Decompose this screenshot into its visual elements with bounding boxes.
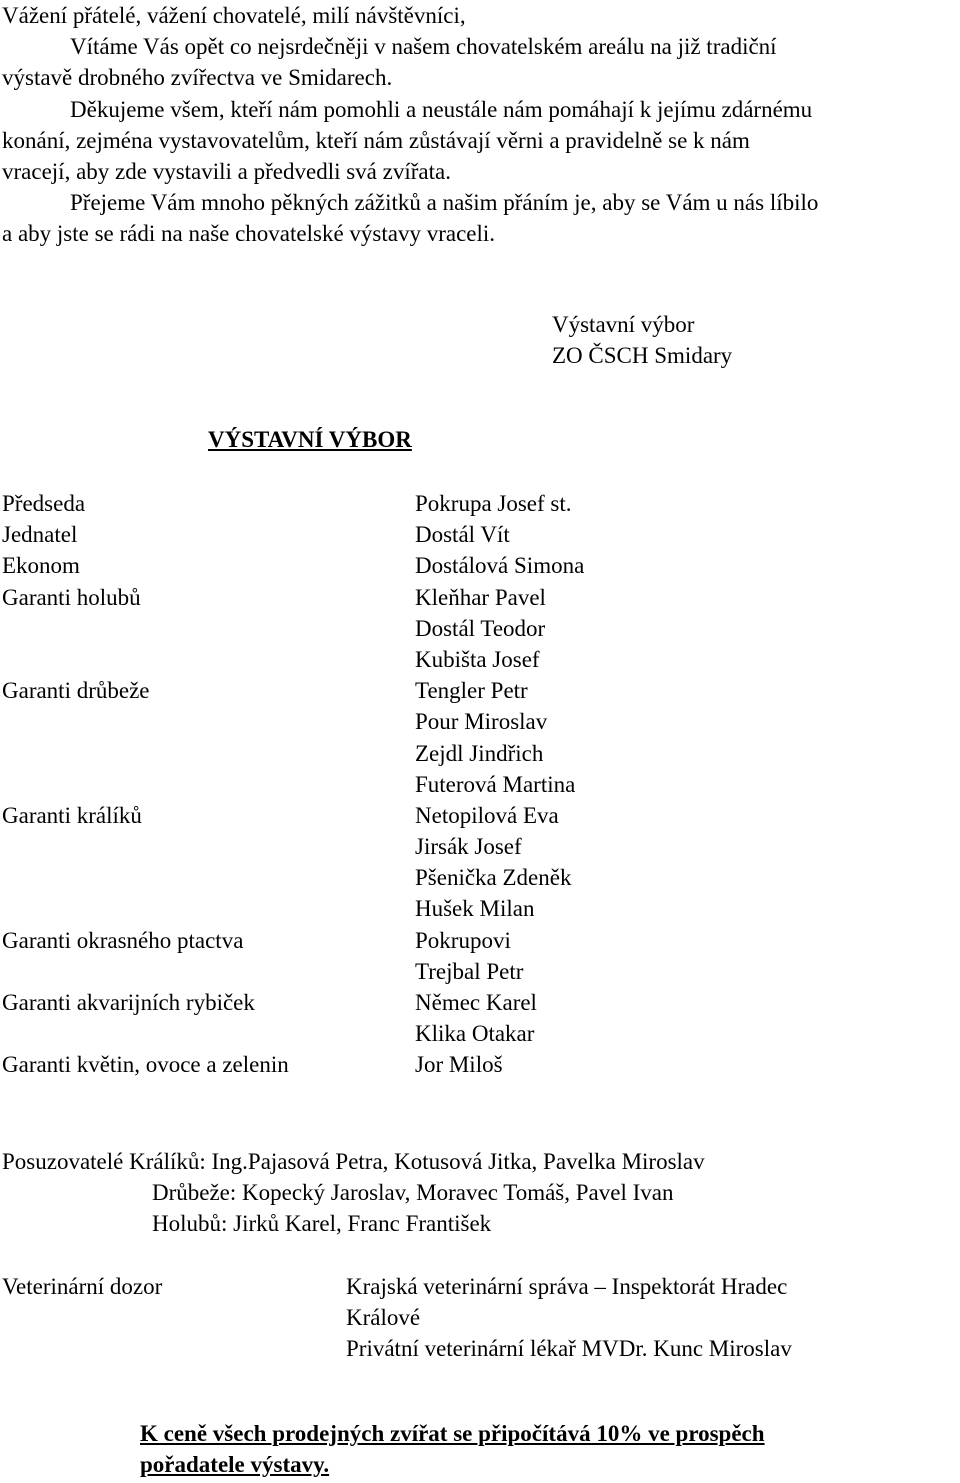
- committee-role: [2, 769, 289, 800]
- committee-role: Garanti akvarijních rybiček: [2, 990, 255, 1015]
- committee-member: Netopilová Eva: [415, 802, 559, 828]
- committee-member: Zejdl Jindřich: [415, 740, 544, 766]
- intro-line: Vítáme Vás opět co nejsrdečněji v našem chovatelském areálu na již tradiční: [70, 34, 777, 60]
- committee-member: Dostál Teodor: [415, 615, 546, 641]
- committee-role: Garanti květin, ovoce a zelenin: [2, 1052, 289, 1078]
- committee-member: Tengler Petr: [415, 678, 528, 704]
- vet-line: Králové: [346, 1305, 421, 1331]
- vet-line: Krajská veterinární správa – Inspektorát Hradec: [346, 1274, 788, 1299]
- committee-role: Jednatel: [2, 522, 78, 548]
- committee-member: Němec Karel: [415, 990, 537, 1015]
- committee-role: Garanti holubů: [2, 584, 141, 610]
- committee-member: Trejbal Petr: [415, 958, 524, 984]
- price-notice: [140, 1418, 765, 1480]
- committee-role: [2, 738, 289, 769]
- committee-member: Jor Miloš: [415, 1052, 503, 1078]
- committee-member: Klika Otakar: [415, 1021, 535, 1047]
- committee-role: [2, 1018, 289, 1049]
- committee-role: [2, 893, 289, 924]
- committee-member: Kleňhar Pavel: [415, 584, 546, 610]
- committee-role: Ekonom: [2, 553, 80, 579]
- committee-member: Dostálová Simona: [415, 553, 585, 579]
- committee-role: [2, 831, 289, 862]
- judges-rabbits: Posuzovatelé Králíků: Ing.Pajasová Petra, Kotusová Jitka, Pavelka Miroslav: [2, 1149, 705, 1174]
- committee-member: Pour Miroslav: [415, 709, 548, 735]
- committee-member: Dostál Vít: [415, 522, 510, 548]
- committee-member: Kubišta Josef: [415, 646, 540, 672]
- committee-member: Hušek Milan: [415, 896, 535, 922]
- notice-line: K ceně všech prodejných zvířat se připočítává 10% ve prospěch: [140, 1421, 765, 1446]
- committee-role: [2, 644, 289, 675]
- intro-line: Děkujeme všem, kteří nám pomohli a neustále nám pomáhají k jejímu zdárnému: [70, 96, 813, 122]
- vet-label: Veterinární dozor: [2, 1274, 163, 1299]
- committee-role: Garanti okrasného ptactva: [2, 927, 244, 953]
- committee-role: Garanti drůbeže: [2, 678, 150, 704]
- signature-line: Výstavní výbor: [552, 312, 695, 337]
- vet-line: Privátní veterinární lékař MVDr. Kunc Miroslav: [346, 1336, 792, 1362]
- signature: [552, 309, 732, 371]
- committee-role: [2, 706, 289, 737]
- intro-paragraph: [2, 0, 958, 250]
- committee-roles: [2, 488, 289, 1081]
- intro-line: Přejeme Vám mnoho pěkných zážitků a našim přáním je, aby se Vám u nás líbilo: [70, 190, 819, 216]
- committee-names: [415, 488, 584, 1081]
- committee-member: Pšenička Zdeněk: [415, 865, 572, 891]
- committee-member: Jirsák Josef: [415, 834, 522, 860]
- intro-line: výstavě drobného zvířectva ve Smidarech.: [2, 65, 393, 91]
- intro-line: vracejí, aby zde vystavili a předvedli svá zvířata.: [2, 159, 451, 185]
- vet-details: [346, 1271, 792, 1365]
- intro-line: konání, zejména vystavovatelům, kteří nám zůstávají věrni a pravidelně se k nám: [2, 127, 750, 153]
- committee-role: [2, 613, 289, 644]
- committee-role: [2, 862, 289, 893]
- committee-member: Pokrupa Josef st.: [415, 491, 572, 516]
- intro-line: a aby jste se rádi na naše chovatelské výstavy vraceli.: [2, 221, 496, 247]
- greeting: Vážení přátelé, vážení chovatelé, milí návštěvníci,: [2, 3, 466, 28]
- signature-line: ZO ČSCH Smidary: [552, 343, 733, 369]
- committee-member: Pokrupovi: [415, 927, 511, 953]
- committee-role: Předseda: [2, 491, 86, 516]
- committee-title: VÝSTAVNÍ VÝBOR: [208, 427, 412, 452]
- committee-role: Garanti králíků: [2, 802, 142, 828]
- judges-section: [2, 1146, 705, 1240]
- committee-role: [2, 956, 289, 987]
- judges-poultry: Drůbeže: Kopecký Jaroslav, Moravec Tomáš, Pavel Ivan: [152, 1180, 674, 1206]
- notice-line: pořadatele výstavy.: [140, 1452, 330, 1478]
- committee-member: Futerová Martina: [415, 771, 576, 797]
- judges-pigeons: Holubů: Jirků Karel, Franc František: [152, 1211, 492, 1237]
